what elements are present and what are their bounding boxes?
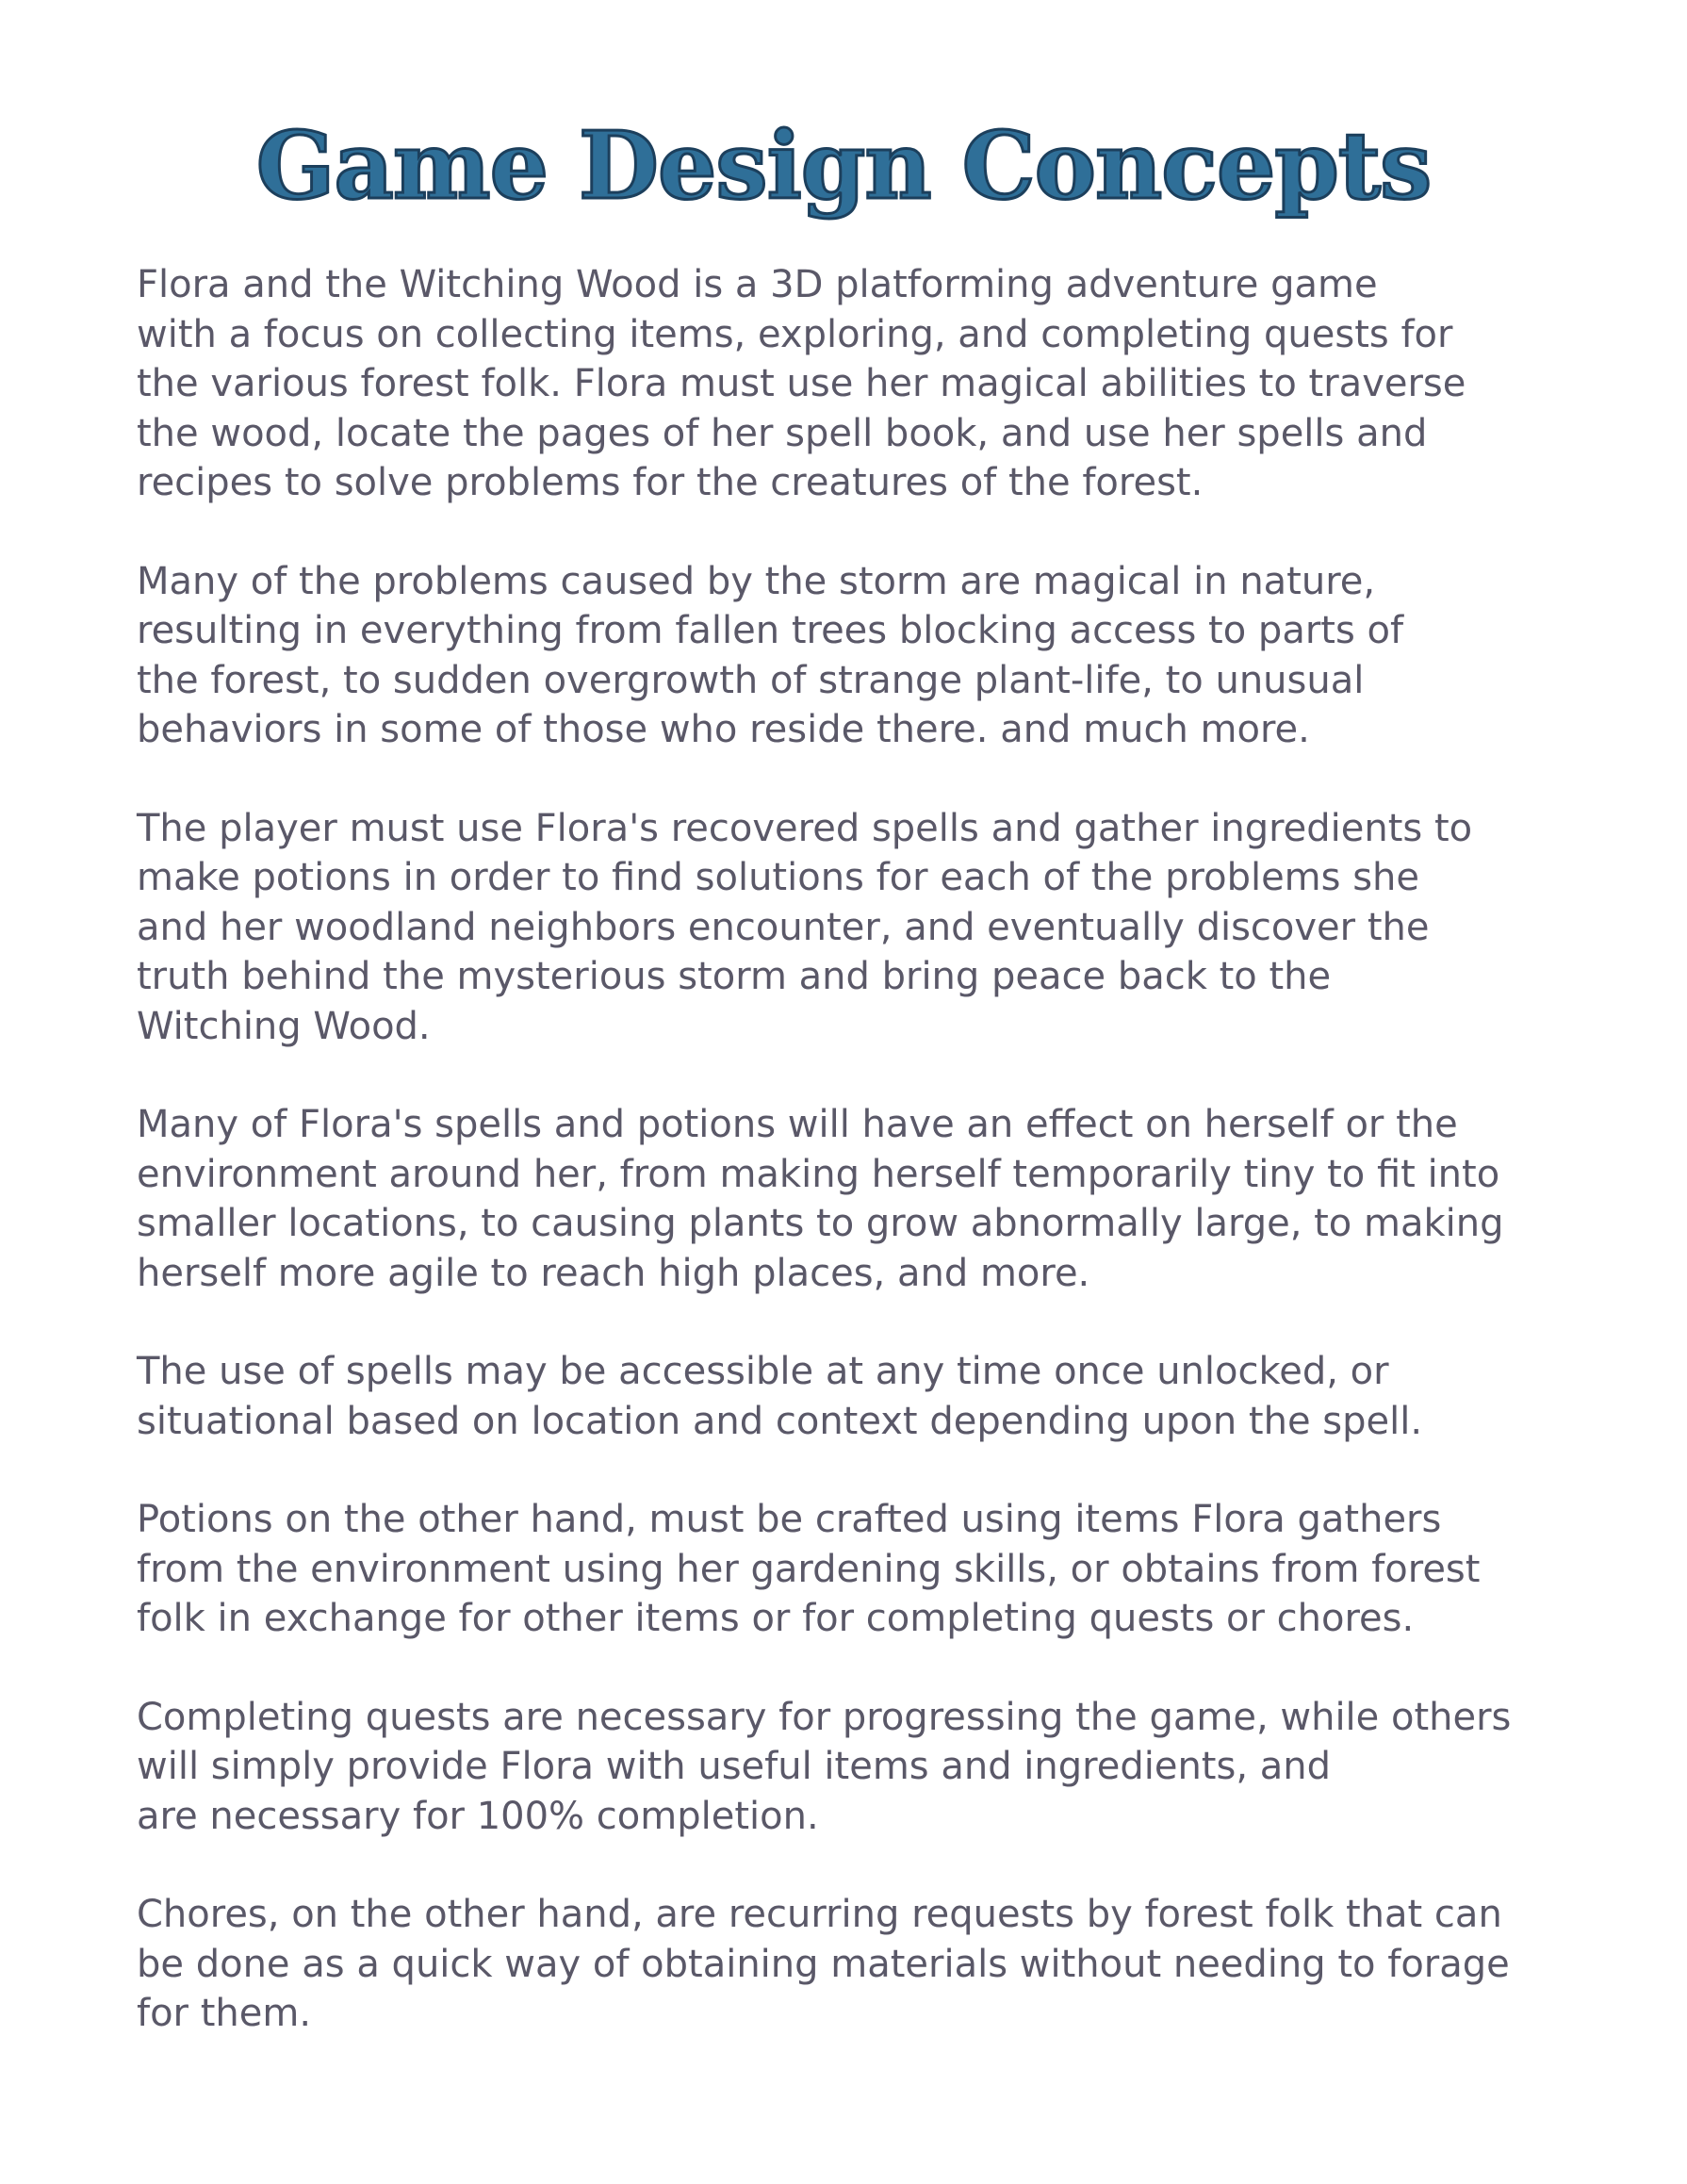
paragraph-line: the wood, locate the pages of her spell book, and use her spells and	[137, 411, 1428, 455]
paragraph	[137, 1693, 1569, 1842]
paragraph-line: herself more agile to reach high places, and more.	[137, 1251, 1090, 1295]
paragraph-line: resulting in everything from fallen trees blocking access to parts of	[137, 609, 1404, 652]
paragraph-line: environment around her, from making herself temporarily tiny to fit into	[137, 1152, 1500, 1196]
paragraph-line: folk in exchange for other items or for completing quests or chores.	[137, 1597, 1415, 1640]
paragraph-line: for them.	[137, 1992, 312, 2035]
paragraph-line: situational based on location and context depending upon the spell.	[137, 1399, 1423, 1443]
paragraph-line: with a focus on collecting items, exploring, and completing quests for	[137, 312, 1453, 356]
paragraph-line: Completing quests are necessary for progressing the game, while others	[137, 1695, 1512, 1739]
paragraph-line: make potions in order to find solutions for each of the problems she	[137, 856, 1419, 899]
paragraph-line: recipes to solve problems for the creatures of the forest.	[137, 461, 1204, 504]
paragraph	[137, 1495, 1569, 1644]
paragraph	[137, 804, 1569, 1052]
body-text	[137, 260, 1569, 2088]
paragraph	[137, 1347, 1569, 1446]
paragraph-line: be done as a quick way of obtaining materials without needing to forage	[137, 1942, 1510, 1986]
paragraph	[137, 557, 1569, 755]
paragraph-line: the forest, to sudden overgrowth of strange plant-life, to unusual	[137, 658, 1365, 702]
paragraph	[137, 1890, 1569, 2039]
paragraph	[137, 1100, 1569, 1298]
paragraph-line: and her woodland neighbors encounter, and eventually discover the	[137, 905, 1430, 949]
paragraph-line: from the environment using her gardening skills, or obtains from forest	[137, 1547, 1481, 1591]
paragraph-line: will simply provide Flora with useful items and ingredients, and	[137, 1745, 1332, 1788]
paragraph-line: Chores, on the other hand, are recurring requests by forest folk that can	[137, 1893, 1502, 1936]
paragraph-line: Many of the problems caused by the storm are magical in nature,	[137, 559, 1376, 603]
page-title: Game Design Concepts	[255, 112, 1432, 221]
paragraph-line: The player must use Flora's recovered spells and gather ingredients to	[137, 806, 1473, 850]
paragraph-line: are necessary for 100% completion.	[137, 1794, 819, 1838]
paragraph-line: The use of spells may be accessible at any time once unlocked, or	[137, 1350, 1389, 1393]
paragraph-line: Many of Flora's spells and potions will have an effect on herself or the	[137, 1103, 1458, 1146]
paragraph-line: Witching Wood.	[137, 1004, 431, 1048]
paragraph-line: behaviors in some of those who reside there. and much more.	[137, 708, 1310, 751]
paragraph-line: smaller locations, to causing plants to grow abnormally large, to making	[137, 1202, 1504, 1245]
paragraph-line: Potions on the other hand, must be crafted using items Flora gathers	[137, 1498, 1442, 1541]
paragraph-line: Flora and the Witching Wood is a 3D platforming adventure game	[137, 263, 1378, 306]
paragraph	[137, 260, 1569, 508]
paragraph-line: truth behind the mysterious storm and bring peace back to the	[137, 955, 1332, 998]
paragraph-line: the various forest folk. Flora must use her magical abilities to traverse	[137, 362, 1466, 405]
